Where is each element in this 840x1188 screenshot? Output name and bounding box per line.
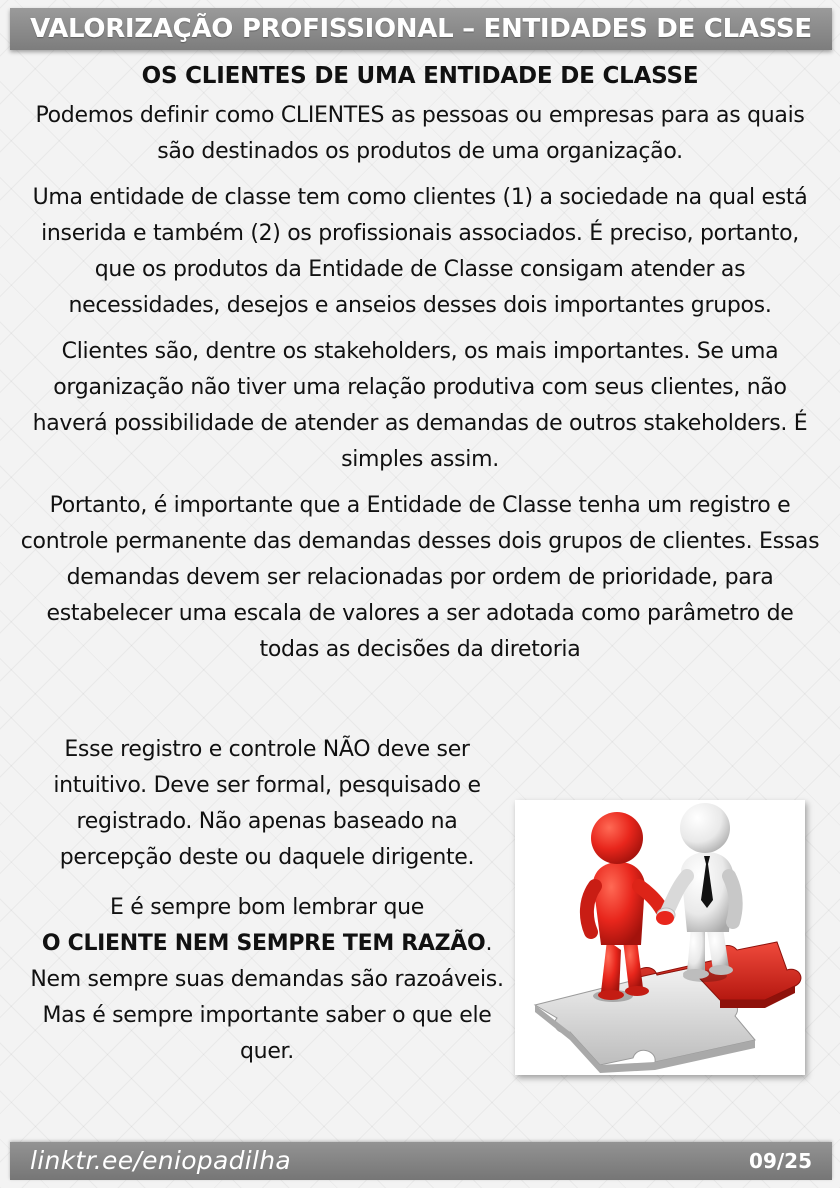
closing-rest: . Nem sempre suas demandas são razoáveis. Mas é sempre importante saber o que ele quer. bbox=[30, 931, 504, 1064]
footer-bar bbox=[10, 1142, 832, 1180]
paragraph-3: Clientes são, dentre os stakeholders, os mais importantes. Se uma organização não tiver uma relação produtiva com seus clientes, não haverá possibilidade de atender as demandas de outros stakeholders. É simples assim. bbox=[32, 339, 808, 472]
paragraph-4: Portanto, é importante que a Entidade de Classe tenha um registro e controle permanente das demandas desses dois grupos de clientes. Essas demandas devem ser relacionadas por ordem de prioridade, para estabelecer uma escala de valores a ser adotada como parâmetro de todas as decisões da diretoria bbox=[20, 493, 820, 662]
page-number: 09/25 bbox=[749, 1149, 812, 1173]
paragraph-1: Podemos definir como CLIENTES as pessoas ou empresas para as quais são destinados os produtos de uma organização. bbox=[35, 103, 805, 164]
handshake-puzzle-illustration bbox=[515, 800, 805, 1075]
white-figure bbox=[667, 803, 736, 982]
handshake-puzzle-icon bbox=[515, 800, 805, 1075]
closing-emphasis: O CLIENTE NEM SEMPRE TEM RAZÃO bbox=[41, 931, 486, 956]
article-subtitle: OS CLIENTES DE UMA ENTIDADE DE CLASSE bbox=[141, 63, 699, 89]
lower-text-column bbox=[28, 732, 506, 1084]
header-title: VALORIZAÇÃO PROFISSIONAL – ENTIDADES DE CLASSE bbox=[30, 14, 812, 44]
header-banner bbox=[10, 8, 832, 50]
paragraph-5: Esse registro e controle NÃO deve ser intuitivo. Deve ser formal, pesquisado e registrado. Não apenas baseado na percepção deste ou daquele dirigente. bbox=[53, 737, 481, 870]
closing-intro: E é sempre bom lembrar que bbox=[109, 895, 424, 920]
footer-link[interactable]: linktr.ee/eniopadilha bbox=[30, 1146, 292, 1175]
closing-paragraph bbox=[28, 890, 506, 1070]
paragraph-2: Uma entidade de classe tem como clientes (1) a sociedade na qual está inserida e também (2) os profissionais associados. É preciso, portanto, que os produtos da Entidade de Classe consigam atender as necessidades, desejos e anseios desses dois importantes grupos. bbox=[32, 185, 808, 318]
article-body bbox=[20, 60, 820, 678]
